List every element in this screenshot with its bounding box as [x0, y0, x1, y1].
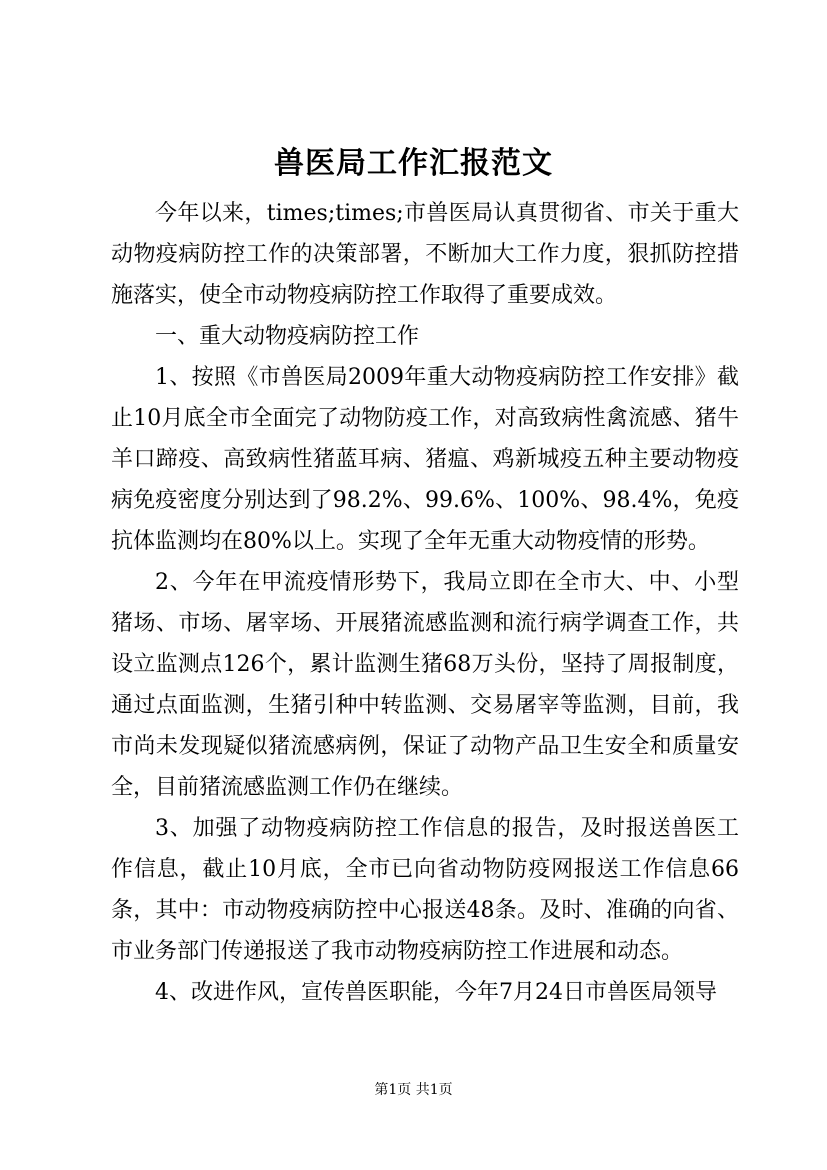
paragraph-item-1: 1、按照《市兽医局2009年重大动物疫病防控工作安排》截止10月底全市全面完了动物防疫工作，对高致病性禽流感、猪牛羊口蹄疫、高致病性猪蓝耳病、猪瘟、鸡新城疫五种主要动物疫病免疫密度分别达到了98.2%、99.6%、100%、98.4%，免疫抗体监测均在80%以上。实现了全年无重大动物疫情的形势。 — [111, 365, 739, 554]
paragraph-item-2: 2、今年在甲流疫情形势下，我局立即在全市大、中、小型猪场、市场、屠宰场、开展猪流感监测和流行病学调查工作，共设立监测点126个，累计监测生猪68万头份，坚持了周报制度，通过点面监测，生猪引种中转监测、交易屠宰等监测，目前，我市尚未发现疑似猪流感病例，保证了动物产品卫生安全和质量安全，目前猪流感监测工作仍在继续。 — [111, 570, 739, 800]
page-footer: 第1页 共1页 — [374, 1082, 453, 1098]
section-heading: 一、重大动物疫病防控工作 — [155, 324, 420, 349]
document-title: 兽医局工作汇报范文 — [274, 146, 553, 181]
paragraph-item-3: 3、加强了动物疫病防控工作信息的报告，及时报送兽医工作信息，截止10月底，全市已向省动物防疫网报送工作信息66条，其中：市动物疫病防控中心报送48条。及时、准确的向省、市业务部门传递报送了我市动物疫病防控工作进展和动态。 — [111, 816, 739, 964]
paragraph-item-4: 4、改进作风，宣传兽医职能，今年7月24日市兽医局领导 — [155, 980, 717, 1005]
document-body — [111, 193, 739, 1013]
intro-paragraph: 今年以来，times;times;市兽医局认真贯彻省、市关于重大动物疫病防控工作的决策部署，不断加大工作力度，狠抓防控措施落实，使全市动物疫病防控工作取得了重要成效。 — [111, 201, 739, 308]
